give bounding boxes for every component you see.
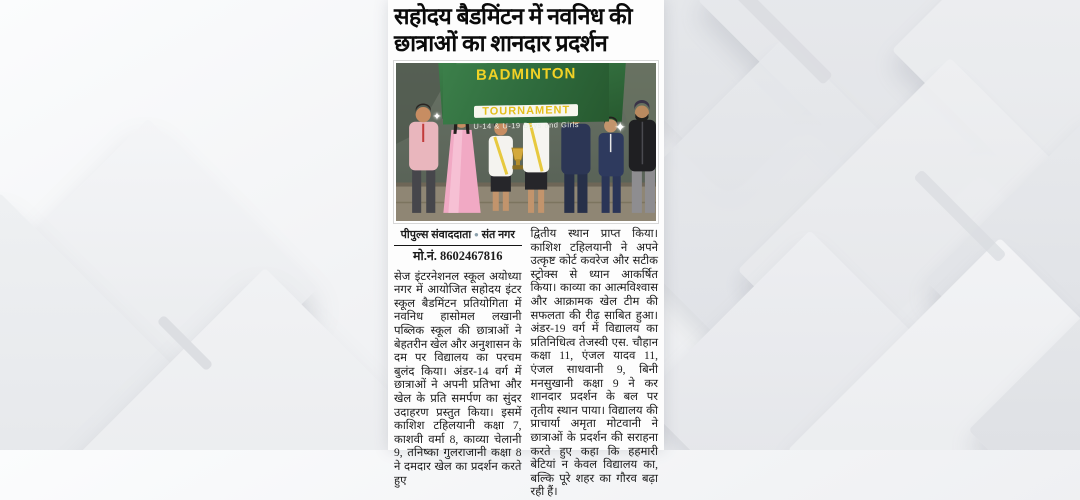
body-text-2: द्वितीय स्थान प्राप्त किया। काशिश टहिलयानी ने अपने उत्कृष्ट कोर्ट कवरेज और सटीक स्ट्रोक्स से ध्यान आकर्षित किया। काव्या का आत्मविश्वास और आक्रामक खेल टीम की सफलता की रीढ़ साबित हुआ। अंडर-19 वर्ग में विद्यालय का प्रतिनिधित्व तेजस्वी एस. चौहान कक्षा 11, एंजल यादव 11, एंजल साधवानी 9, बिनी मनसुखानी कक्षा 9 ने कर शानदार प्रदर्शन के बल पर तृतीय स्थान पाया। विद्यालय की प्राचार्या अमृता मोटवानी ने छात्राओं के प्रदर्शन की सराहना करते हुए कहा कि हहमारी बेटियां न केवल विद्यालय का, बल्कि पूरे शहर का गौरव बढ़ा रही हैं। [530,228,658,499]
banner-tagline: U-14 & U-19 Boys and Girls [473,120,579,131]
byline-bullet-icon: ● [474,230,479,239]
article-photo [394,61,658,223]
body-column-1 [394,228,522,500]
article-headline [394,3,658,57]
headline-line1: सहोदय बैडमिंटन में नवनिध की [394,4,633,29]
banner-title: BADMINTON [475,65,577,84]
banner-subtitle: TOURNAMENT [474,104,578,118]
byline-phone: मो.नं. 8602467816 [412,249,503,263]
body-column-2 [531,228,659,500]
sparkle-icon: ✦ [432,111,442,124]
byline [394,228,522,246]
byline-reporter: पीपुल्स संवाददाता [400,229,472,241]
tournament-banner [443,62,609,131]
body-text-1: सेज इंटरनेशनल स्कूल अयोध्या नगर में आयोजित सहोदय इंटर स्कूल बैडमिंटन प्रतियोगिता में नवनिध हासोमल लखानी पब्लिक स्कूल की छात्राओं ने बेहतरीन खेल और अनुशासन के दम पर विद्यालय का परचम बुलंद किया। अंडर-14 वर्ग में छात्राओं ने अपनी प्रतिभा और खेल के प्रति समर्पण का सुंदर उदाहरण प्रस्तुत किया। इसमें काशिश टहिलयानी कक्षा 7, काशवी वर्मा 8, काव्या चेलानी 9, तनिष्का गुलराजानी कक्षा 8 ने दमदार खेल का प्रदर्शन करते हुए [394,270,522,487]
sparkle-icon: ✦ [614,120,627,136]
headline-line2: छात्राओं का शानदार प्रदर्शन [394,31,608,56]
byline-location: संत नगर [481,229,515,241]
article-body [394,228,658,500]
news-article [388,0,664,499]
